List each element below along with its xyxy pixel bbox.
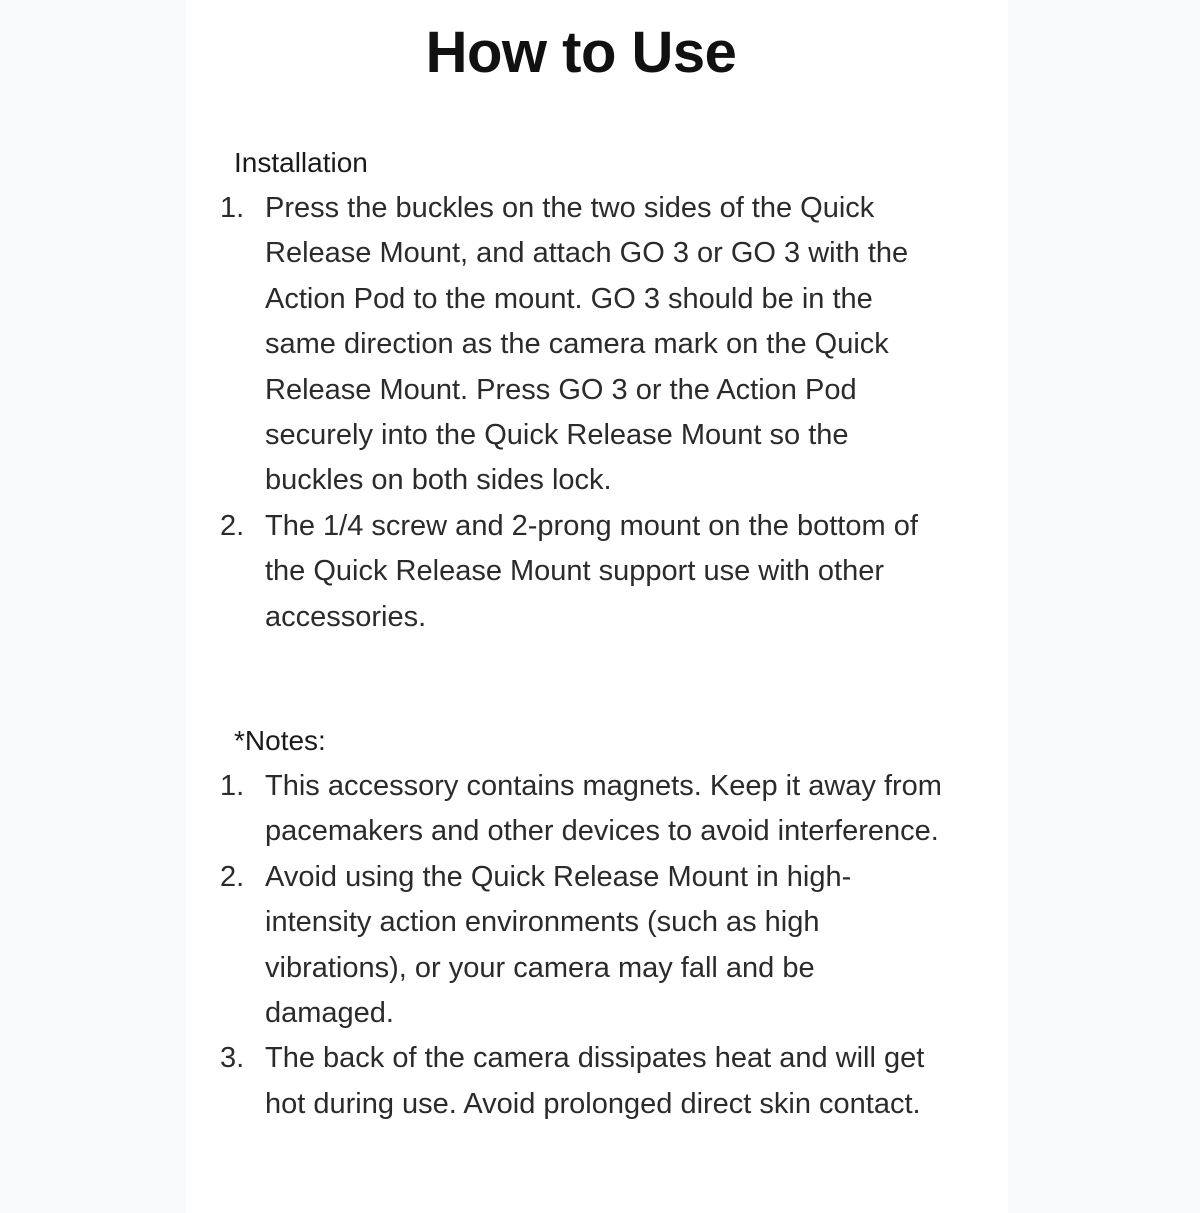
notes-item-number: 3. (220, 1042, 245, 1075)
document-page (186, 0, 1008, 1213)
page-title: How to Use (425, 20, 737, 85)
installation-item-number: 2. (220, 509, 245, 542)
notes-item-text: This accessory contains magnets. Keep it away from pacemakers and other devices to avoid interference. (265, 770, 942, 848)
notes-list (220, 764, 950, 1127)
installation-heading: Installation (234, 147, 368, 178)
installation-item-number: 1. (220, 192, 245, 224)
notes-item (220, 1036, 950, 1127)
notes-item (220, 855, 950, 1037)
notes-item-number: 1. (220, 770, 245, 802)
installation-item-text: The 1/4 screw and 2-prong mount on the bottom of the Quick Release Mount support use with other accessories. (265, 509, 918, 633)
installation-item (220, 186, 950, 504)
notes-item-text: Avoid using the Quick Release Mount in high-intensity action environments (such as high vibrations), or your camera may fall and be damaged. (265, 860, 852, 1030)
installation-list (220, 186, 950, 640)
notes-item (220, 764, 950, 855)
notes-heading: *Notes: (234, 725, 326, 756)
installation-item-text: Press the buckles on the two sides of the Quick Release Mount, and attach GO 3 or GO 3 with the Action Pod to the mount. GO 3 should be in the same direction as the camera mark on the Quick Release Mount. Press GO 3 or the Action Pod securely into the Quick Release Mount so the buckles on both sides lock. (265, 192, 909, 497)
installation-item (220, 504, 950, 640)
notes-item-number: 2. (220, 860, 245, 893)
notes-item-text: The back of the camera dissipates heat and will get hot during use. Avoid prolonged direct skin contact. (265, 1042, 925, 1120)
